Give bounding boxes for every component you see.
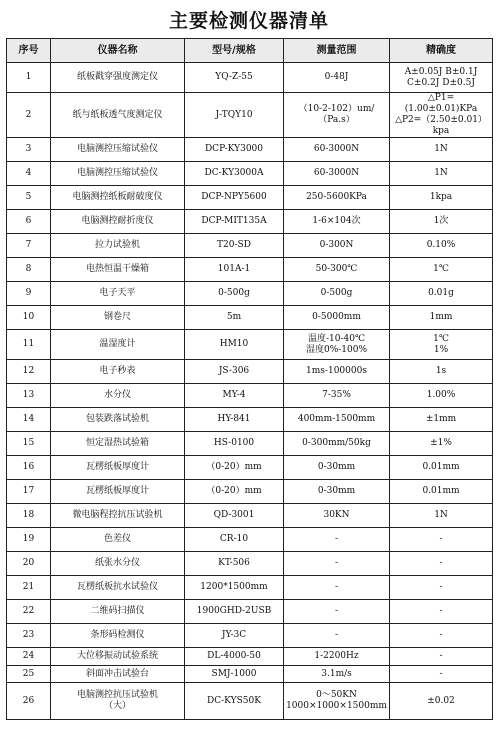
cell-range: （10-2-102）um/ （Pa.s） xyxy=(284,93,390,138)
cell-name: 纸板戳穿强度测定仪 xyxy=(51,63,185,93)
cell-no: 25 xyxy=(7,666,51,683)
cell-name: 电脑测控压缩试验仪 xyxy=(51,138,185,162)
cell-name: 水分仪 xyxy=(51,384,185,408)
table-row xyxy=(7,234,493,258)
table-row xyxy=(7,210,493,234)
table-row xyxy=(7,480,493,504)
cell-no: 21 xyxy=(7,576,51,600)
cell-model: HY-841 xyxy=(185,408,284,432)
cell-range: 1-2200Hz xyxy=(284,648,390,666)
table-row xyxy=(7,330,493,360)
cell-no: 26 xyxy=(7,683,51,720)
table-row xyxy=(7,282,493,306)
cell-model: 1200*1500mm xyxy=(185,576,284,600)
cell-accuracy: 0.01mm xyxy=(390,480,493,504)
cell-no: 10 xyxy=(7,306,51,330)
cell-accuracy: - xyxy=(390,648,493,666)
cell-range: 0-300mm/50kg xyxy=(284,432,390,456)
cell-range: 50-300℃ xyxy=(284,258,390,282)
cell-model: 5m xyxy=(185,306,284,330)
table-row xyxy=(7,138,493,162)
table-row xyxy=(7,504,493,528)
cell-name: 色差仪 xyxy=(51,528,185,552)
cell-accuracy: 0.01mm xyxy=(390,456,493,480)
cell-range: 30KN xyxy=(284,504,390,528)
table-row xyxy=(7,624,493,648)
cell-range: 0-30mm xyxy=(284,456,390,480)
cell-model: 101A-1 xyxy=(185,258,284,282)
cell-accuracy: - xyxy=(390,528,493,552)
cell-range: - xyxy=(284,600,390,624)
cell-no: 24 xyxy=(7,648,51,666)
table-row xyxy=(7,576,493,600)
cell-model: 0-500g xyxy=(185,282,284,306)
cell-name: 条形码检测仪 xyxy=(51,624,185,648)
cell-range: 0～50KN 1000×1000×1500mm xyxy=(284,683,390,720)
cell-range: 1ms-100000s xyxy=(284,360,390,384)
cell-model: HM10 xyxy=(185,330,284,360)
cell-range: - xyxy=(284,576,390,600)
cell-range: 250-5600KPa xyxy=(284,186,390,210)
cell-no: 9 xyxy=(7,282,51,306)
cell-name: 电热恒温干燥箱 xyxy=(51,258,185,282)
cell-range: 0-500g xyxy=(284,282,390,306)
cell-name: 纸张水分仪 xyxy=(51,552,185,576)
cell-accuracy: 1℃ 1% xyxy=(390,330,493,360)
cell-no: 1 xyxy=(7,63,51,93)
cell-accuracy: 1N xyxy=(390,138,493,162)
cell-no: 4 xyxy=(7,162,51,186)
cell-name: 电子天平 xyxy=(51,282,185,306)
cell-accuracy: △P1=(1.00±0.01)KPa △P2=（2.50±0.01） kpa xyxy=(390,93,493,138)
table-row xyxy=(7,432,493,456)
cell-accuracy: 0.01g xyxy=(390,282,493,306)
cell-accuracy: A±0.05J B±0.1J C±0.2J D±0.5J xyxy=(390,63,493,93)
cell-range: 60-3000N xyxy=(284,138,390,162)
table-row xyxy=(7,360,493,384)
cell-range: 7-35% xyxy=(284,384,390,408)
cell-range: 0-300N xyxy=(284,234,390,258)
header-no: 序号 xyxy=(7,39,51,63)
cell-range: 60-3000N xyxy=(284,162,390,186)
cell-no: 16 xyxy=(7,456,51,480)
cell-no: 8 xyxy=(7,258,51,282)
page-title: 主要检测仪器清单 xyxy=(168,10,329,32)
cell-accuracy: 1N xyxy=(390,504,493,528)
header-model: 型号/规格 xyxy=(185,39,284,63)
table-row xyxy=(7,162,493,186)
cell-model: （0-20）mm xyxy=(185,480,284,504)
table-row xyxy=(7,384,493,408)
table-row xyxy=(7,666,493,683)
cell-name: 电脑测控纸板耐破度仪 xyxy=(51,186,185,210)
cell-accuracy: - xyxy=(390,552,493,576)
cell-no: 15 xyxy=(7,432,51,456)
table-row xyxy=(7,63,493,93)
header-accuracy: 精确度 xyxy=(390,39,493,63)
cell-model: T20-SD xyxy=(185,234,284,258)
table-body xyxy=(7,63,493,720)
cell-model: KT-506 xyxy=(185,552,284,576)
cell-accuracy: 1℃ xyxy=(390,258,493,282)
cell-no: 18 xyxy=(7,504,51,528)
cell-no: 14 xyxy=(7,408,51,432)
cell-accuracy: - xyxy=(390,600,493,624)
table-row xyxy=(7,456,493,480)
cell-model: JS-306 xyxy=(185,360,284,384)
cell-model: DCP-MIT135A xyxy=(185,210,284,234)
table-row xyxy=(7,408,493,432)
table-row xyxy=(7,93,493,138)
table-row xyxy=(7,648,493,666)
cell-no: 17 xyxy=(7,480,51,504)
cell-no: 13 xyxy=(7,384,51,408)
cell-name: 温湿度计 xyxy=(51,330,185,360)
cell-no: 5 xyxy=(7,186,51,210)
cell-model: 1900GHD-2USB xyxy=(185,600,284,624)
cell-no: 20 xyxy=(7,552,51,576)
cell-name: 斜面冲击试验台 xyxy=(51,666,185,683)
cell-no: 7 xyxy=(7,234,51,258)
cell-range: 400mm-1500mm xyxy=(284,408,390,432)
cell-accuracy: ±1mm xyxy=(390,408,493,432)
instrument-table xyxy=(6,38,493,720)
cell-model: DC-KY3000A xyxy=(185,162,284,186)
cell-range: 0-48J xyxy=(284,63,390,93)
cell-model: （0-20）mm xyxy=(185,456,284,480)
cell-no: 3 xyxy=(7,138,51,162)
cell-name: 纸与纸板透气度测定仪 xyxy=(51,93,185,138)
cell-model: DL-4000-50 xyxy=(185,648,284,666)
cell-model: JY-3C xyxy=(185,624,284,648)
cell-name: 电脑测控压缩试验仪 xyxy=(51,162,185,186)
cell-name: 二维码扫描仪 xyxy=(51,600,185,624)
cell-name: 瓦楞纸板厚度计 xyxy=(51,480,185,504)
header-range: 测量范围 xyxy=(284,39,390,63)
cell-no: 12 xyxy=(7,360,51,384)
cell-accuracy: ±0.02 xyxy=(390,683,493,720)
cell-accuracy: 1mm xyxy=(390,306,493,330)
cell-model: HS-0100 xyxy=(185,432,284,456)
cell-name: 恒定湿热试验箱 xyxy=(51,432,185,456)
cell-model: DCP-KY3000 xyxy=(185,138,284,162)
cell-name: 包装跌落试验机 xyxy=(51,408,185,432)
cell-model: CR-10 xyxy=(185,528,284,552)
cell-model: DC-KYS50K xyxy=(185,683,284,720)
cell-no: 23 xyxy=(7,624,51,648)
cell-no: 22 xyxy=(7,600,51,624)
cell-name: 钢卷尺 xyxy=(51,306,185,330)
cell-range: 1-6×104次 xyxy=(284,210,390,234)
cell-no: 19 xyxy=(7,528,51,552)
cell-range: 0-5000mm xyxy=(284,306,390,330)
cell-accuracy: ±1% xyxy=(390,432,493,456)
cell-model: MY-4 xyxy=(185,384,284,408)
cell-name: 电脑测控抗压试验机 （大） xyxy=(51,683,185,720)
cell-name: 微电脑程控抗压试验机 xyxy=(51,504,185,528)
cell-range: 温度-10-40℃ 湿度0%-100% xyxy=(284,330,390,360)
header-row xyxy=(7,39,493,63)
cell-range: 0-30mm xyxy=(284,480,390,504)
table-row xyxy=(7,600,493,624)
cell-range: 3.1m/s xyxy=(284,666,390,683)
cell-accuracy: 1.00% xyxy=(390,384,493,408)
table-row xyxy=(7,306,493,330)
cell-model: QD-3001 xyxy=(185,504,284,528)
cell-name: 瓦楞纸板厚度计 xyxy=(51,456,185,480)
table-row xyxy=(7,683,493,720)
cell-name: 拉力试验机 xyxy=(51,234,185,258)
cell-range: - xyxy=(284,624,390,648)
cell-accuracy: 1N xyxy=(390,162,493,186)
cell-range: - xyxy=(284,552,390,576)
cell-accuracy: - xyxy=(390,576,493,600)
cell-accuracy: 0.10% xyxy=(390,234,493,258)
table-row xyxy=(7,552,493,576)
cell-name: 大位移振动试验系统 xyxy=(51,648,185,666)
cell-name: 电子秒表 xyxy=(51,360,185,384)
cell-model: J-TQY10 xyxy=(185,93,284,138)
cell-no: 2 xyxy=(7,93,51,138)
cell-accuracy: 1s xyxy=(390,360,493,384)
cell-model: DCP-NPY5600 xyxy=(185,186,284,210)
table-row xyxy=(7,528,493,552)
table-row xyxy=(7,258,493,282)
cell-name: 电脑测控耐折度仪 xyxy=(51,210,185,234)
cell-no: 6 xyxy=(7,210,51,234)
cell-accuracy: 1kpa xyxy=(390,186,493,210)
cell-accuracy: 1次 xyxy=(390,210,493,234)
table-row xyxy=(7,186,493,210)
header-name: 仪器名称 xyxy=(51,39,185,63)
cell-model: YQ-Z-55 xyxy=(185,63,284,93)
cell-accuracy: - xyxy=(390,624,493,648)
cell-range: - xyxy=(284,528,390,552)
cell-name: 瓦楞纸板抗水试验仪 xyxy=(51,576,185,600)
cell-model: SMJ-1000 xyxy=(185,666,284,683)
cell-no: 11 xyxy=(7,330,51,360)
cell-accuracy: - xyxy=(390,666,493,683)
